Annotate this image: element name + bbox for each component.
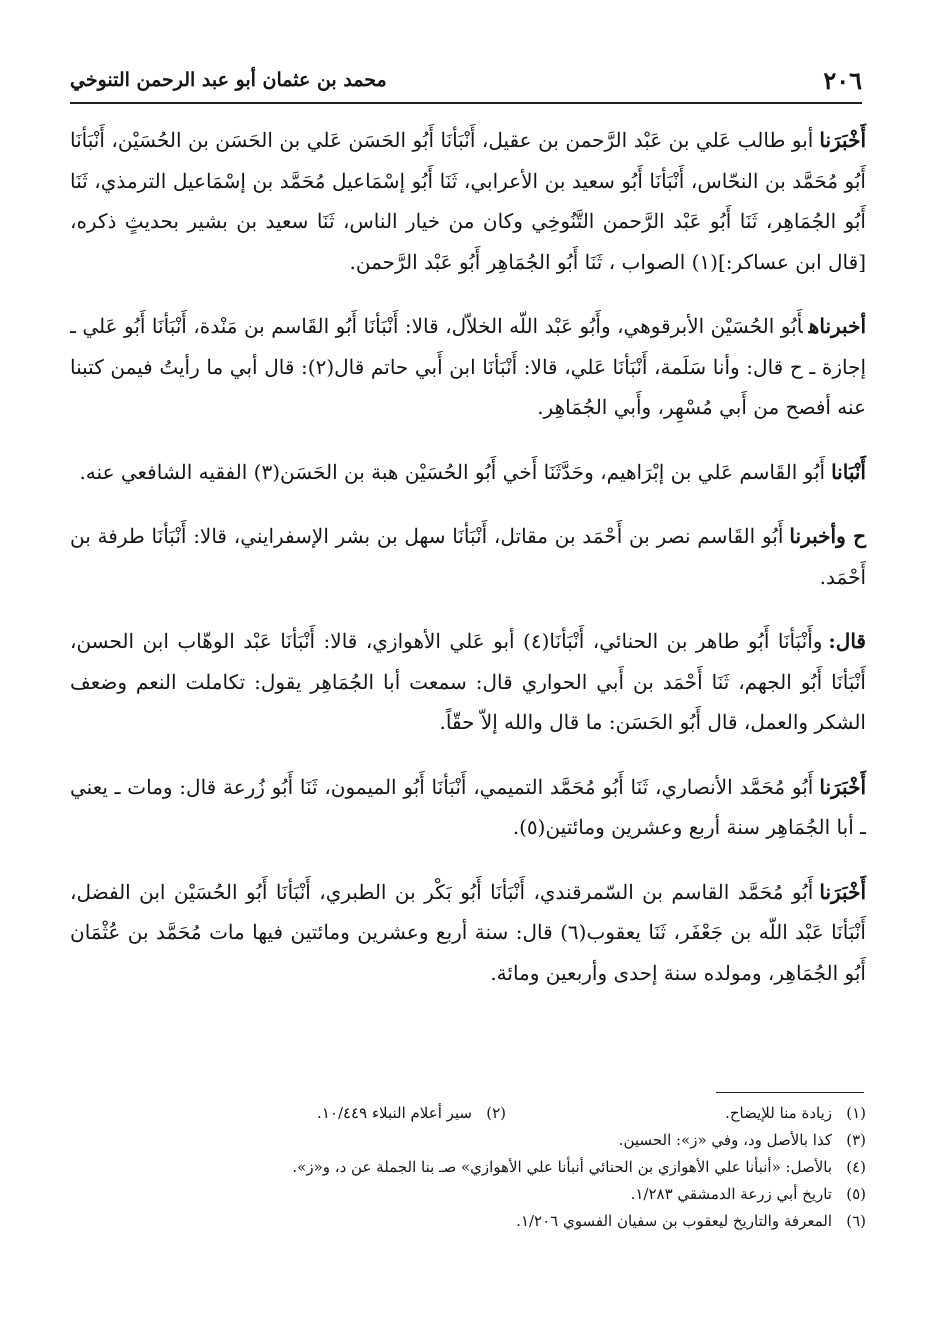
footnote-number: (٢) [486, 1104, 506, 1122]
footnote-row [70, 1181, 866, 1208]
footnote-number: (٤) [846, 1158, 866, 1176]
paragraph-text: وأَنْبَأنَا أَبُو طاهر بن الحنائي، أَنْبَأنَا(٤) أبو عَلي الأهوازي، قالا: أَنْبَأنَا عَبْد الوهّاب ابن الحسن، أَنْبَأنَا أَبُو الجهم، ثَنَا أَحْمَد بن أَبي الحواري قال: سمعت أبا الجُمَاهِر يقول: تكاملت النعم وضعف الشكر والعمل، قال أَبُو الحَسَن: ما قال والله إلاّ حقّاً. [70, 629, 866, 734]
footnotes-divider [716, 1092, 864, 1093]
running-title: محمد بن عثمان أبو عبد الرحمن التنوخي [70, 69, 387, 91]
paragraph [70, 306, 866, 428]
footnotes [70, 1100, 866, 1235]
footnote [292, 1154, 866, 1181]
footnote-row [70, 1100, 866, 1127]
paragraph-lead: أَنْبَانا [831, 459, 866, 484]
footnote-text: تاريخ أبي زرعة الدمشقي ١/٢٨٣. [630, 1185, 832, 1203]
footnote-text: بالأصل: «أنبأنا علي الأهوازي بن الحنائي أنبأنا علي الأهوازي» صـ بنا الجملة عن د، و«ز». [292, 1158, 832, 1176]
footnote-row [70, 1208, 866, 1235]
footnote-number: (٥) [846, 1185, 866, 1203]
paragraph-text: أبو طالب عَلي بن عَبْد الرَّحمن بن عقيل، أَنْبَأنَا أَبُو الحَسَن عَلي بن الحَسَن بن الحُسَيْن، أَنْبَأنَا أَبُو مُحَمَّد بن النحّاس، أَنْبَأنَا أَبُو سعيد بن الأعرابي، ثَنَا أَبُو إسْمَاعيل مُحَمَّد بن إسْمَاعيل الترمذي، ثَنَا أَبُو الجُمَاهِر، ثَنَا أَبُو عَبْد الرَّحمن التَّنُوخِي وكان من خيار الناس، ثَنَا سعيد بن بشير بحديثٍ ذكره، [قال ابن عساكر:](١) الصواب ، ثَنَا أَبُو الجُمَاهِر أَبُو عَبْد الرَّحمن. [70, 128, 866, 274]
paragraph [70, 516, 866, 597]
paragraph-lead: أَخْبَرَنا [819, 879, 866, 904]
paragraph-lead: أَخْبَرَنا [819, 128, 866, 152]
paragraph [70, 872, 866, 994]
footnote [506, 1100, 866, 1127]
footnote-row [70, 1127, 866, 1154]
paragraph-text: أَبُو مُحَمَّد الأنصاري، ثَنَا أَبُو مُحَمَّد التميمي، أَنْبَأنَا أَبُو الميمون، ثَنَا أَبُو زُرعة قال: ومات ـ يعني ـ أبا الجُمَاهِر سنة أربع وعشرين ومائتين(٥). [70, 774, 866, 839]
footnote-text: كذا بالأصل ود، وفي «ز»: الحسين. [618, 1131, 832, 1149]
paragraph [70, 767, 866, 848]
footnote [619, 1127, 866, 1154]
paragraph-lead: ح وأخبرنا [789, 524, 866, 548]
footnote-row [70, 1154, 866, 1181]
footnote-text: زيادة منا للإيضاح. [725, 1104, 832, 1122]
paragraph [70, 621, 866, 743]
paragraph [70, 120, 866, 282]
footnote-number: (٣) [846, 1131, 866, 1149]
paragraph-lead: أخبرناه [808, 314, 866, 338]
footnote-text: المعرفة والتاريخ ليعقوب بن سفيان الفسوي ١/٢٠٦. [516, 1212, 832, 1230]
page-number: ٢٠٦ [823, 65, 862, 95]
footnote [631, 1181, 866, 1208]
footnote-number: (١) [846, 1104, 866, 1122]
footnote [317, 1100, 506, 1127]
paragraph-lead: قال: [828, 629, 866, 653]
footnote-number: (٦) [846, 1212, 866, 1230]
paragraph-text: أَبُو الحُسَيْن الأبرقوهي، وأَبُو عَبْد اللّه الخلاّل، قالا: أَنْبَأنَا أَبُو القَاسم بن مَنْدة، أَنْبَأنَا أَبُو عَلي ـ إجازة ـ ح قال: وأنا سَلَمة، أَنْبَأنَا عَلي، قالا: أَنْبَأنَا ابن أَبي حاتم قال(٢): قال أبي ما رأيتُ فيمن كتبنا عنه أفصح من أَبي مُسْهِر، وأَبي الجُمَاهِر. [70, 314, 866, 419]
page-body [70, 120, 866, 1017]
paragraph [70, 452, 866, 493]
paragraph-text: أَبُو القَاسم عَلي بن إبْرَاهيم، وحَدَّثَنَا أَخي أَبُو الحُسَيْن هبة بن الحَسَن(٣) الفقيه الشافعي عنه. [79, 459, 826, 484]
paragraph-text: أَبُو القَاسم نصر بن أَحْمَد بن مقاتل، أَنْبَأنَا سهل بن بشر الإسفرايني، قالا: أَنْبَأنَا طرفة بن أَحْمَد. [70, 524, 866, 589]
page-header [70, 58, 862, 104]
paragraph-lead: أَخْبَرَنا [819, 774, 866, 799]
footnote [516, 1208, 866, 1235]
footnote-text: سير أعلام النبلاء ١٠/٤٤٩. [317, 1104, 472, 1122]
paragraph-text: أَبُو مُحَمَّد القاسم بن السّمرقندي، أَنْبَأنَا أَبُو بَكْر بن الطبري، أَنْبَأنَا أَبُو الحُسَيْن ابن الفضل، أَنْبَأنَا عَبْد اللّه بن جَعْفَر، ثَنَا يعقوب(٦) قال: سنة أربع وعشرين ومائتين فيها مات مُحَمَّد بن عُثْمَان أَبُو الجُمَاهِر، ومولده سنة إحدى وأربعين ومائة. [70, 879, 866, 985]
